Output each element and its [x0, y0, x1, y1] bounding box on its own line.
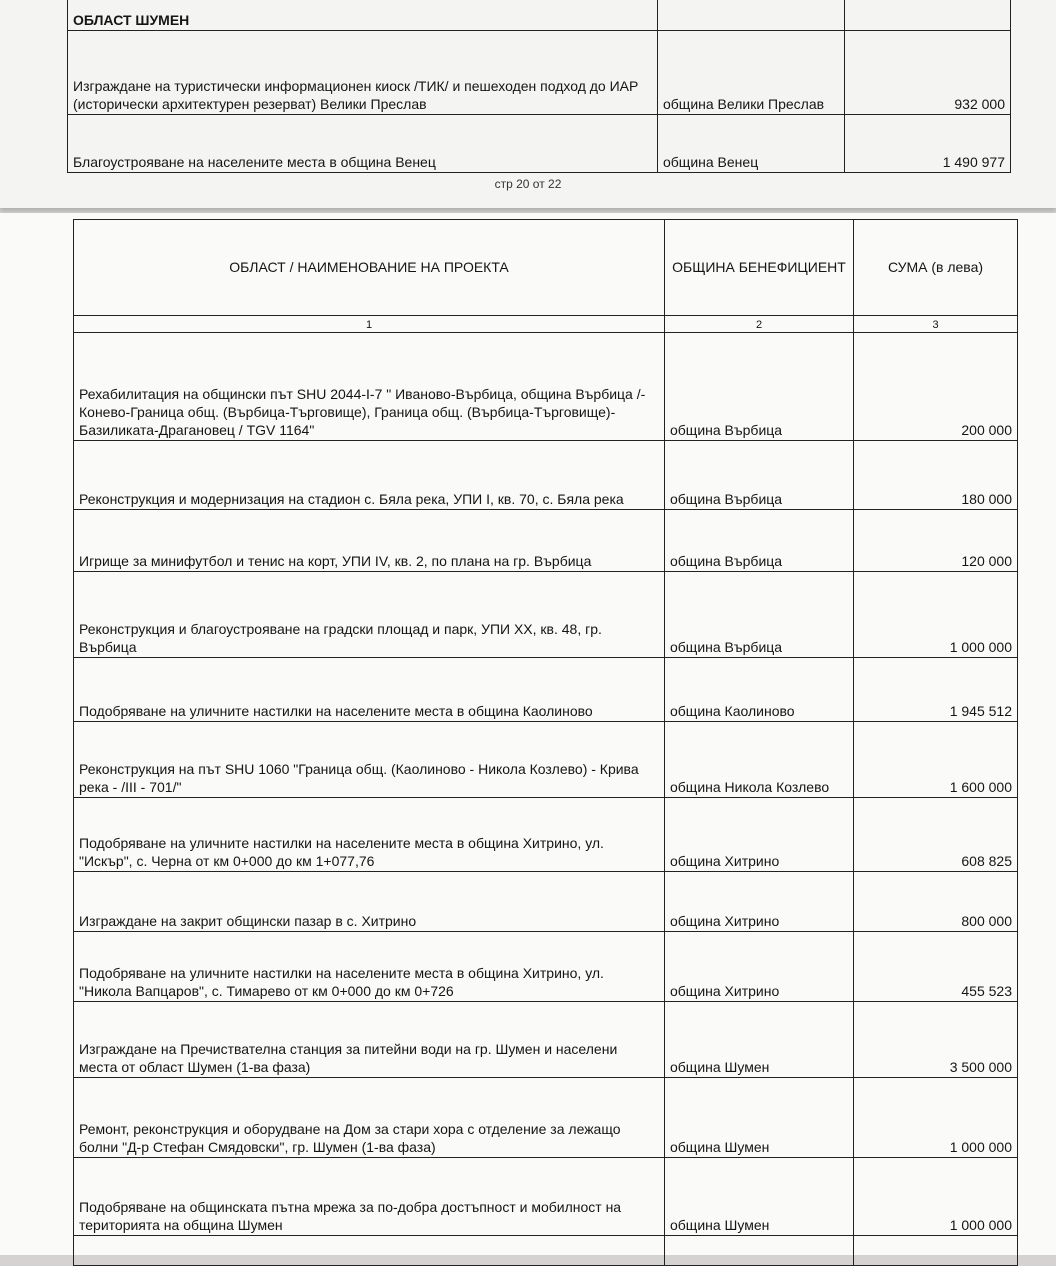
- beneficiary-municipality: община Върбица: [665, 441, 854, 510]
- project-amount: 1 000 000: [854, 572, 1018, 658]
- column-header-municipality: ОБЩИНА БЕНЕФИЦИЕНТ: [665, 220, 854, 316]
- project-name: Рехабилитация на общински път SHU 2044-I-7 " Иваново-Върбица, община Върбица /-Конево-Граница общ. (Върбица-Търговище), Граница общ. (Върбица-Търговище)-Базиликата-Драгановец / TGV 1164": [74, 333, 665, 441]
- current-page-sheet: [0, 213, 1056, 1255]
- table-row: [74, 932, 1018, 1002]
- beneficiary-municipality: община Върбица: [665, 333, 854, 441]
- empty-cell: [74, 1236, 665, 1266]
- project-amount: 608 825: [854, 798, 1018, 872]
- project-name: Реконструкция и благоустрояване на градски площад и парк, УПИ XX, кв. 48, гр. Върбица: [74, 572, 665, 658]
- empty-cell: [854, 1236, 1018, 1266]
- table-row: [74, 510, 1018, 572]
- table-row: [74, 1158, 1018, 1236]
- table-row: [74, 333, 1018, 441]
- project-amount: 800 000: [854, 872, 1018, 932]
- project-amount: 200 000: [854, 333, 1018, 441]
- region-heading: ОБЛАСТ ШУМЕН: [68, 0, 658, 31]
- beneficiary-municipality: община Шумен: [665, 1078, 854, 1158]
- project-name: Реконструкция и модернизация на стадион с. Бяла река, УПИ I, кв. 70, с. Бяла река: [74, 441, 665, 510]
- beneficiary-municipality: община Венец: [658, 115, 845, 173]
- table-row: [68, 115, 1011, 173]
- beneficiary-municipality: община Шумен: [665, 1002, 854, 1078]
- table-row: [74, 798, 1018, 872]
- project-amount: 455 523: [854, 932, 1018, 1002]
- beneficiary-municipality: община Върбица: [665, 572, 854, 658]
- project-name: Благоустрояване на населените места в община Венец: [68, 115, 658, 173]
- empty-cell: [665, 1236, 854, 1266]
- project-name: Реконструкция на път SHU 1060 "Граница общ. (Каолиново - Никола Козлево) - Крива река - /III - 701/": [74, 722, 665, 798]
- column-index: 2: [665, 316, 854, 333]
- page-number: стр 20 от 22: [494, 177, 562, 191]
- table-row: [74, 658, 1018, 722]
- table-row: [74, 1002, 1018, 1078]
- table-row: [74, 572, 1018, 658]
- previous-page-sheet: [0, 0, 1056, 208]
- table-row: [74, 1078, 1018, 1158]
- project-amount: 1 945 512: [854, 658, 1018, 722]
- column-header-amount: СУМА (в лева): [854, 220, 1018, 316]
- project-name: Изграждане на Пречиствателна станция за питейни води на гр. Шумен и населени места от област Шумен (1-ва фаза): [74, 1002, 665, 1078]
- beneficiary-municipality: община Шумен: [665, 1158, 854, 1236]
- project-name: Ремонт, реконструкция и оборудване на Дом за стари хора с отделение за лежащо болни "Д-р Стефан Смядовски", гр. Шумен (1-ва фаза): [74, 1078, 665, 1158]
- table-row: [74, 441, 1018, 510]
- project-amount: 1 000 000: [854, 1078, 1018, 1158]
- beneficiary-municipality: община Хитрино: [665, 872, 854, 932]
- project-name: Игрище за минифутбол и тенис на корт, УПИ IV, кв. 2, по плана на гр. Върбица: [74, 510, 665, 572]
- project-name: Подобряване на уличните настилки на населените места в община Хитрино, ул. "Искър", с. Черна от км 0+000 до км 1+077,76: [74, 798, 665, 872]
- column-header-project: ОБЛАСТ / НАИМЕНОВАНИЕ НА ПРОЕКТА: [74, 220, 665, 316]
- column-index: 1: [74, 316, 665, 333]
- project-amount: 180 000: [854, 441, 1018, 510]
- project-amount: 120 000: [854, 510, 1018, 572]
- beneficiary-municipality: община Велики Преслав: [658, 31, 845, 115]
- table-row: [74, 1236, 1018, 1266]
- beneficiary-municipality: община Каолиново: [665, 658, 854, 722]
- project-name: Подобряване на общинската пътна мрежа за по-добра достъпност и мобилност на територията на община Шумен: [74, 1158, 665, 1236]
- previous-page-table: [67, 0, 1011, 173]
- projects-table: [73, 219, 1018, 1266]
- column-index: 3: [854, 316, 1018, 333]
- project-name: Изграждане на туристически информационен киоск /ТИК/ и пешеходен подход до ИАР (исторически архитектурен резерват) Велики Преслав: [68, 31, 658, 115]
- table-header-row: [74, 220, 1018, 316]
- project-amount: 1 000 000: [854, 1158, 1018, 1236]
- table-row: [74, 722, 1018, 798]
- table-row: [68, 31, 1011, 115]
- project-amount: 3 500 000: [854, 1002, 1018, 1078]
- project-name: Подобряване на уличните настилки на населените места в община Хитрино, ул. "Никола Вапцаров", с. Тимарево от км 0+000 до км 0+726: [74, 932, 665, 1002]
- table-row: [74, 872, 1018, 932]
- project-name: Подобряване на уличните настилки на населените места в община Каолиново: [74, 658, 665, 722]
- project-amount: 1 490 977: [845, 115, 1011, 173]
- beneficiary-municipality: община Хитрино: [665, 798, 854, 872]
- project-amount: 1 600 000: [854, 722, 1018, 798]
- project-amount: 932 000: [845, 31, 1011, 115]
- beneficiary-municipality: община Никола Козлево: [665, 722, 854, 798]
- empty-cell: [658, 0, 845, 31]
- beneficiary-municipality: община Върбица: [665, 510, 854, 572]
- beneficiary-municipality: община Хитрино: [665, 932, 854, 1002]
- project-name: Изграждане на закрит общински пазар в с. Хитрино: [74, 872, 665, 932]
- column-index-row: [74, 316, 1018, 333]
- empty-cell: [845, 0, 1011, 31]
